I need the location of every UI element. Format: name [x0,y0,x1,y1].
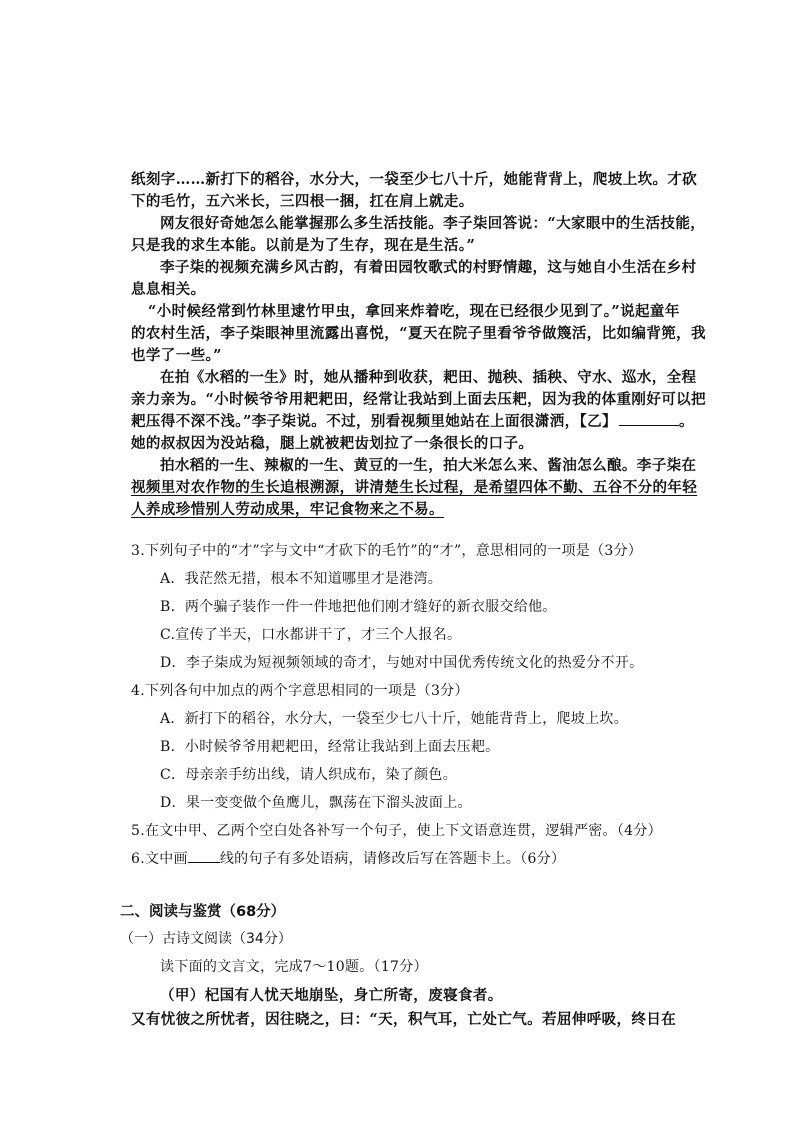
passage-line: 纸刻字……新打下的稻谷，水分大，一袋至少七八十斤，她能背背上，爬坡上坎。才砍 [131,171,698,188]
q4-option-c: C．母亲亲手纺出线，请人织成布，染了颜色。 [160,767,458,783]
question-4-stem: 4.下列各句中加点的两个字意思相同的一项是（3分） [131,683,469,699]
passage-line-blank-yi [131,410,694,431]
passage-line: 也学了一些。” [131,347,222,364]
passage-line: 的农村生活，李子柒眼神里流露出喜悦，“夏天在院子里看爷爷做篾活，比如编背篼，我 [131,325,706,342]
question-3-stem: 3.下列句子中的“才”字与文中“才砍下的毛竹”的“才”，意思相同的一项是（3分） [131,543,643,559]
classical-text-line: 又有忧彼之所忧者，因往晓之，曰：“天，积气耳，亡处亡气。若屈伸呼吸，终日在 [131,1011,677,1028]
passage-text: 耙压得不深不浅。”李子柒说。不过，别看视频里她站在上面很潇洒，【乙】 [131,413,617,430]
reading-instruction: 读下面的文言文，完成7～10题。（17分） [160,959,428,975]
passage-line [160,454,696,475]
q3-option-a: A．我茫然无措，根本不知道哪里才是港湾。 [160,571,443,587]
passage-line: 李子柒的视频充满乡风古韵，有着田园牧歌式的村野情趣，这与她自小生活在乡村 [160,259,697,276]
q4-option-a: A．新打下的稻谷，水分大，一袋至少七八十斤，她能背背上，爬坡上坎。 [160,711,629,727]
question-5: 5.在文中甲、乙两个空白处各补写一个句子，使上下文语意连贯，逻辑严密。（4分） [131,823,662,839]
passage-text: 。 [678,413,694,430]
q4-option-b: B．小时候爷爷用耙耙田，经常让我站到上面去压耙。 [160,739,500,755]
q6-text: 6.文中画 [131,851,188,867]
passage-line: 息息相关。 [131,281,206,298]
passage-line: “小时候经常到竹林里逮竹甲虫，拿回来炸着吃，现在已经很少见到了。”说起童年 [148,303,680,320]
q6-blank [188,850,220,863]
passage-line: 网友很好奇她怎么能掌握那么多生活技能。李子柒回答说：“大家眼中的生活技能， [160,215,706,232]
section-title: 二、阅读与鉴赏（68分） [120,904,286,920]
question-6 [131,848,565,868]
q6-text: 线的句子有多处语病，请修改后写在答题卡上。（6分） [219,851,566,867]
fill-blank-yi[interactable] [619,413,679,426]
q3-option-d: D．李子柒成为短视频领域的奇才，与她对中国优秀传统文化的热爱分不开。 [160,655,644,671]
classical-text-line: （甲）杞国有人忧天地崩坠，身亡所寄，废寝食者。 [160,987,503,1004]
passage-line: 下的毛竹，五六米长，三四根一捆，扛在肩上就走。 [131,193,474,210]
passage-text: 拍水稻的一生、辣椒的一生、黄豆的一生，拍大米怎么来、酱油怎么酿。李子柒在 [160,457,697,474]
passage-line: 只是我的求生本能。以前是为了生存，现在是生活。” [131,237,476,254]
underlined-sentence: 人养成珍惜别人劳动成果，牢记食物来之不易。 [131,501,444,518]
q3-option-b: B．两个骗子装作一件一件地把他们刚才缝好的新衣服交给他。 [160,599,557,615]
passage-line: 她的叔叔因为没站稳，腿上就被耙齿划拉了一条很长的口子。 [131,435,534,452]
subsection-title: （一）古诗文阅读（34分） [120,931,292,947]
passage-line: 在拍《水稻的一生》时，她从播种到收获，耙田、抛秧、插秧、守水、巡水，全程 [160,369,697,386]
q4-option-d: D．果一变变做个鱼鹰儿，飘荡在下溜头波面上。 [160,795,472,811]
q3-option-c: C.宣传了半天，口水都讲干了，才三个人报名。 [160,627,462,643]
underlined-sentence: 视频里对农作物的生长追根溯源，讲清楚生长过程，是希望四体不勤、五谷不分的年轻 [131,479,698,496]
passage-line: 亲力亲为。“小时候爷爷用耙耙田，经常让我站到上面去压耙，因为我的体重刚好可以把 [131,391,706,408]
